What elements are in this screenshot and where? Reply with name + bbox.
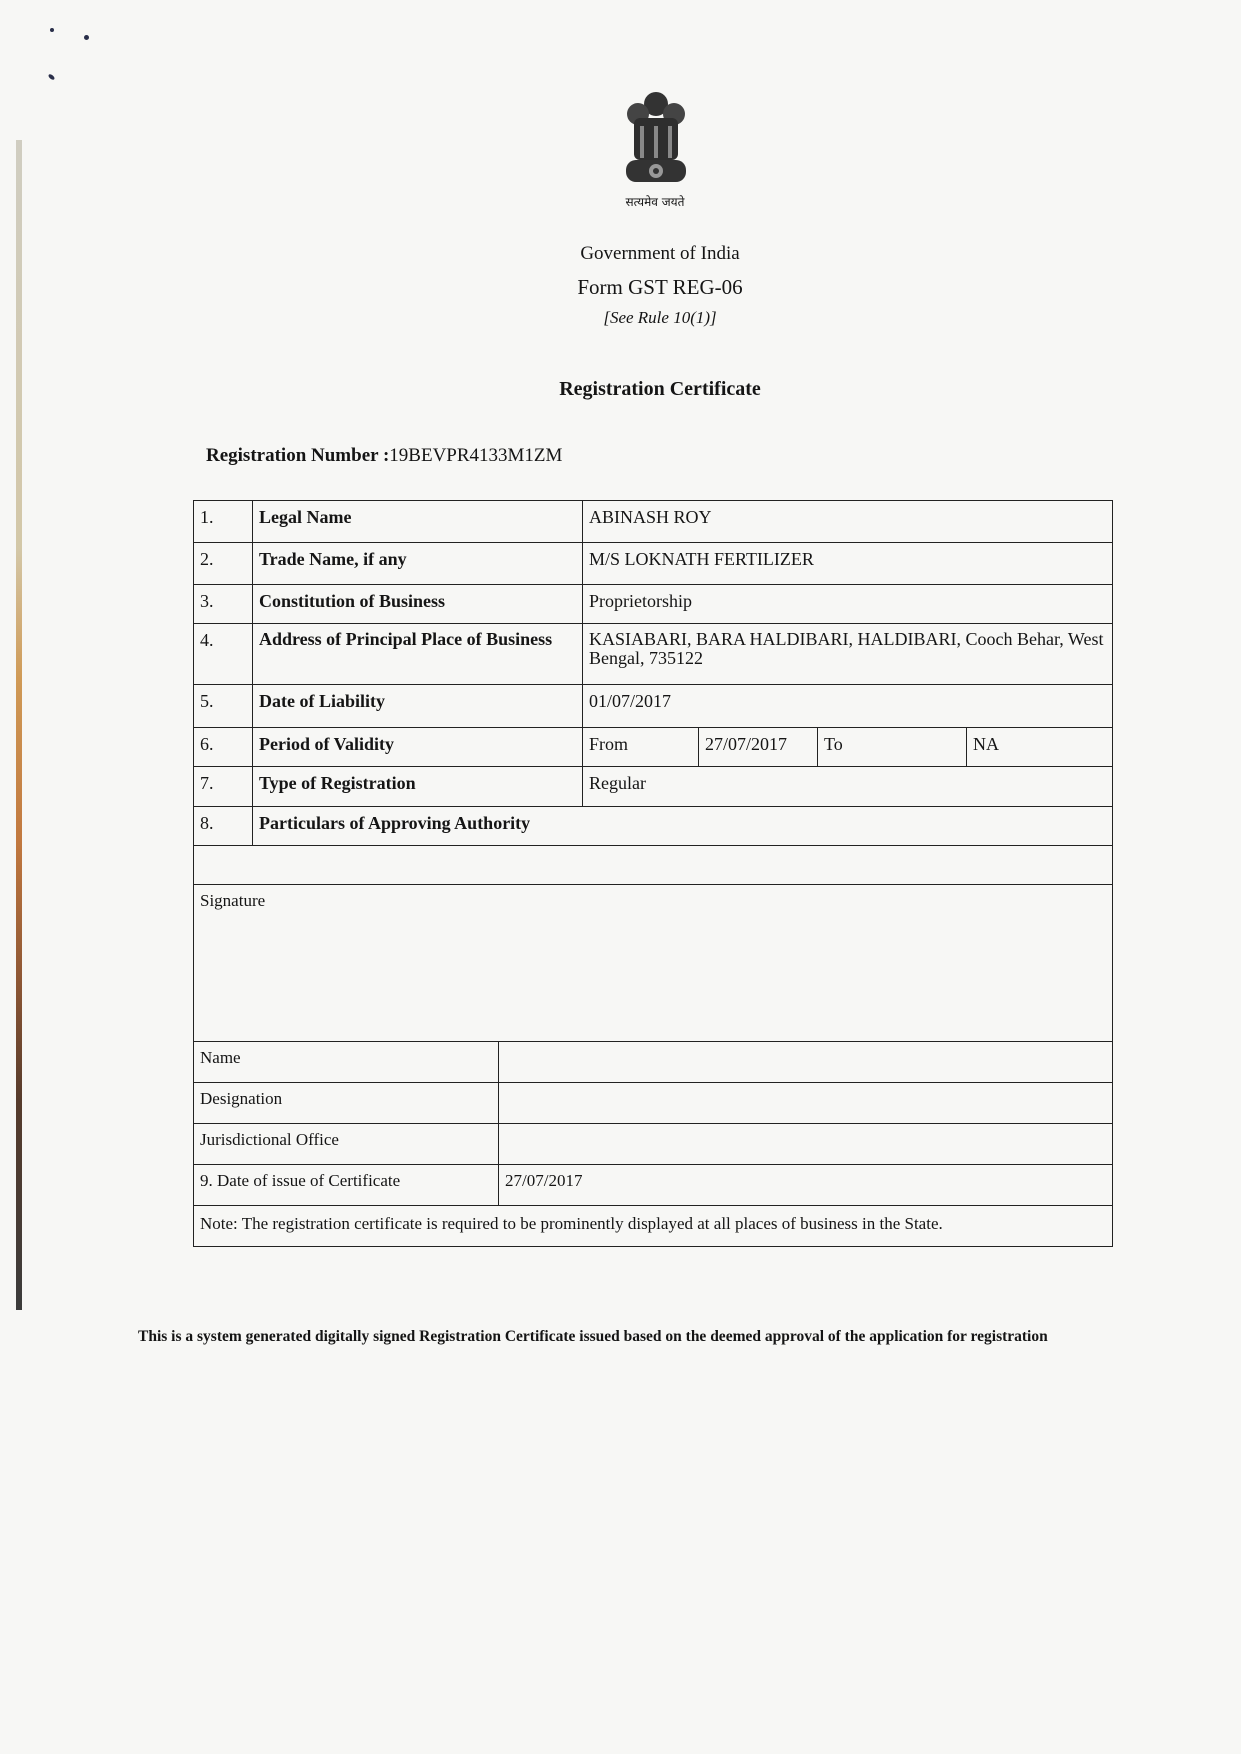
- row-label: Legal Name: [253, 501, 583, 542]
- validity-from-value: 27/07/2017: [699, 728, 818, 766]
- table-row: [194, 845, 1112, 884]
- address-value: KASIABARI, BARA HALDIBARI, HALDIBARI, Cooch Behar, West Bengal, 735122: [589, 629, 1104, 668]
- rule-reference: [See Rule 10(1)]: [603, 308, 717, 327]
- row-label: Period of Validity: [253, 728, 583, 766]
- row-label: Constitution of Business: [253, 585, 583, 623]
- motto: सत्यमेव जयते: [625, 195, 685, 209]
- date-of-liability-value: 01/07/2017: [589, 691, 672, 711]
- row-number: 5.: [194, 685, 253, 727]
- row-number: 7.: [194, 767, 253, 806]
- table-row: [194, 542, 1112, 584]
- table-row: [194, 1123, 1112, 1164]
- table-row: [194, 1164, 1112, 1205]
- signature-row: [194, 884, 1112, 1041]
- table-row: [194, 727, 1112, 766]
- scan-speck: [50, 28, 54, 32]
- registration-type-value: Regular: [589, 773, 646, 793]
- validity-to-value: NA: [973, 734, 999, 754]
- office-label: Jurisdictional Office: [194, 1124, 499, 1164]
- table-row: [194, 684, 1112, 727]
- table-row: [194, 806, 1112, 845]
- row-label: Particulars of Approving Authority: [259, 813, 531, 833]
- table-row: [194, 623, 1112, 684]
- designation-value: [499, 1083, 1112, 1123]
- row-label: Type of Registration: [253, 767, 583, 806]
- signature-label: Signature: [200, 891, 266, 910]
- form-title: Form GST REG-06: [577, 275, 743, 299]
- constitution-value: Proprietorship: [589, 591, 692, 611]
- trade-name-value: M/S LOKNATH FERTILIZER: [589, 549, 814, 569]
- registration-number: [206, 445, 562, 467]
- table-row: [194, 500, 1112, 542]
- name-value: [499, 1042, 1112, 1082]
- row-label: Address of Principal Place of Business: [253, 624, 583, 684]
- issue-date-label: 9. Date of issue of Certificate: [194, 1165, 499, 1205]
- row-label: Date of Liability: [253, 685, 583, 727]
- national-emblem-icon: [620, 88, 692, 192]
- table-row: [194, 1041, 1112, 1082]
- note-text: Note: The registration certificate is required to be prominently displayed at all places of business in the State.: [200, 1214, 943, 1233]
- footer-disclaimer: This is a system generated digitally signed Registration Certificate issued based on the deemed approval of the application for registration: [138, 1328, 1048, 1345]
- certificate-title: Registration Certificate: [559, 378, 761, 400]
- table-row: [194, 1082, 1112, 1123]
- scan-speck: [48, 73, 56, 81]
- government-heading: Government of India: [580, 243, 740, 264]
- validity-from-label: From: [583, 728, 699, 766]
- row-number: 6.: [194, 728, 253, 766]
- details-table: [193, 500, 1113, 1247]
- designation-label: Designation: [194, 1083, 499, 1123]
- row-number: 1.: [194, 501, 253, 542]
- note-row: [194, 1205, 1112, 1247]
- issue-date-value: 27/07/2017: [505, 1171, 583, 1190]
- row-label: Trade Name, if any: [253, 543, 583, 584]
- row-number: 2.: [194, 543, 253, 584]
- row-number: 4.: [194, 624, 253, 684]
- validity-to-label: To: [818, 728, 967, 766]
- row-number: 8.: [194, 807, 253, 845]
- registration-number-label: Registration Number :: [206, 445, 390, 466]
- registration-number-value: 19BEVPR4133M1ZM: [389, 445, 563, 466]
- scan-speck: [84, 35, 89, 40]
- name-label: Name: [194, 1042, 499, 1082]
- table-row: [194, 766, 1112, 806]
- row-number: 3.: [194, 585, 253, 623]
- office-value: [499, 1124, 1112, 1164]
- table-row: [194, 584, 1112, 623]
- legal-name-value: ABINASH ROY: [589, 507, 712, 527]
